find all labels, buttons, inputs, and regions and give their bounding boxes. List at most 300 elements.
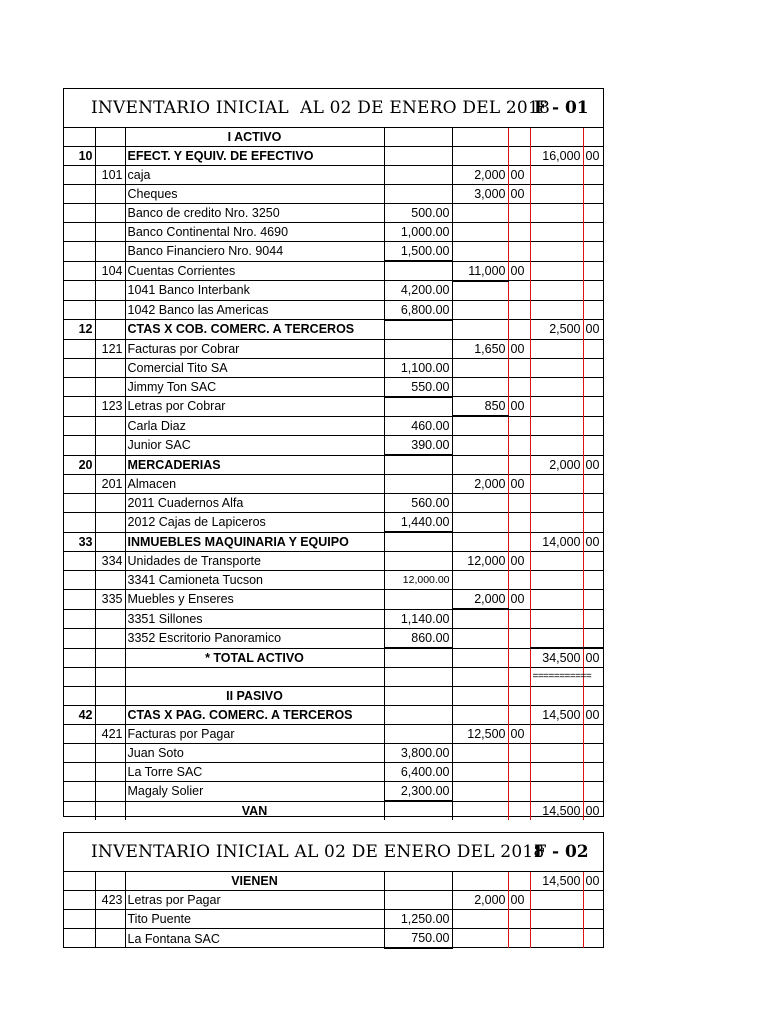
- account-code-cell: [64, 552, 95, 571]
- total-cents-cell: [583, 744, 603, 763]
- partial-cents-cell: 00: [508, 725, 530, 744]
- table-row: [64, 668, 603, 687]
- description-cell: 3352 Escritorio Panoramico: [125, 629, 384, 649]
- description-cell: INMUEBLES MAQUINARIA Y EQUIPO: [125, 532, 384, 552]
- total-amount-cell: [530, 552, 583, 571]
- partial-amount-cell: [452, 358, 508, 377]
- partial-amount-cell: [452, 416, 508, 436]
- account-code-cell: [64, 629, 95, 649]
- partial-amount-cell: [452, 910, 508, 929]
- total-amount-cell: [530, 261, 583, 281]
- total-cents-cell: 00: [583, 532, 603, 552]
- total-cents-cell: [583, 185, 603, 204]
- account-code-cell: 10: [64, 147, 95, 166]
- total-cents-cell: 00: [583, 872, 603, 891]
- total-amount-cell: 16,000: [530, 147, 583, 166]
- table-row: [64, 782, 603, 802]
- partial-amount-cell: [452, 281, 508, 301]
- account-code-cell: 12: [64, 320, 95, 340]
- total-cents-cell: [583, 339, 603, 358]
- total-cents-cell: [583, 571, 603, 590]
- account-code-cell: [64, 687, 95, 706]
- account-code-cell: [64, 475, 95, 494]
- total-cents-cell: 00: [583, 648, 603, 668]
- partial-cents-cell: [508, 532, 530, 552]
- description-cell: 1042 Banco las Americas: [125, 300, 384, 320]
- partial-cents-cell: [508, 782, 530, 802]
- detail-amount-cell: 6,400.00: [384, 763, 452, 782]
- table-row: [64, 300, 603, 320]
- partial-cents-cell: [508, 706, 530, 725]
- subaccount-code-cell: 123: [95, 397, 125, 417]
- account-code-cell: [64, 242, 95, 262]
- partial-amount-cell: 11,000: [452, 261, 508, 281]
- description-cell: caja: [125, 166, 384, 185]
- total-amount-cell: [530, 223, 583, 242]
- table-row: [64, 571, 603, 590]
- total-amount-cell: 2,500: [530, 320, 583, 340]
- partial-cents-cell: [508, 242, 530, 262]
- account-code-cell: [64, 763, 95, 782]
- table-row: [64, 801, 603, 820]
- subaccount-code-cell: 104: [95, 261, 125, 281]
- description-cell: Tito Puente: [125, 910, 384, 929]
- detail-amount-cell: [384, 668, 452, 687]
- partial-amount-cell: [452, 763, 508, 782]
- total-amount-cell: [530, 397, 583, 417]
- total-amount-cell: [530, 475, 583, 494]
- total-cents-cell: [583, 475, 603, 494]
- description-cell: I ACTIVO: [125, 128, 384, 147]
- total-amount-cell: [530, 629, 583, 649]
- total-cents-cell: 00: [583, 320, 603, 340]
- table-row: [64, 648, 603, 668]
- detail-amount-cell: [384, 397, 452, 417]
- description-cell: Juan Soto: [125, 744, 384, 763]
- partial-cents-cell: [508, 281, 530, 301]
- account-code-cell: [64, 910, 95, 929]
- subaccount-code-cell: [95, 706, 125, 725]
- detail-amount-cell: 390.00: [384, 436, 452, 456]
- partial-amount-cell: [452, 494, 508, 513]
- description-cell: 3341 Camioneta Tucson: [125, 571, 384, 590]
- detail-amount-cell: [384, 552, 452, 571]
- subaccount-code-cell: [95, 687, 125, 706]
- table-row: [64, 744, 603, 763]
- partial-cents-cell: 00: [508, 552, 530, 571]
- subaccount-code-cell: [95, 648, 125, 668]
- subaccount-code-cell: [95, 455, 125, 475]
- partial-amount-cell: [452, 872, 508, 891]
- partial-amount-cell: [452, 147, 508, 166]
- subaccount-code-cell: 121: [95, 339, 125, 358]
- subaccount-code-cell: 101: [95, 166, 125, 185]
- detail-amount-cell: [384, 706, 452, 725]
- partial-cents-cell: [508, 204, 530, 223]
- partial-amount-cell: [452, 801, 508, 820]
- subaccount-code-cell: [95, 436, 125, 456]
- account-code-cell: [64, 128, 95, 147]
- account-code-cell: [64, 261, 95, 281]
- partial-cents-cell: [508, 358, 530, 377]
- partial-amount-cell: [452, 706, 508, 725]
- description-cell: 3351 Sillones: [125, 609, 384, 629]
- account-code-cell: [64, 166, 95, 185]
- subaccount-code-cell: [95, 629, 125, 649]
- description-cell: Comercial Tito SA: [125, 358, 384, 377]
- partial-amount-cell: 2,000: [452, 166, 508, 185]
- subaccount-code-cell: [95, 668, 125, 687]
- partial-cents-cell: [508, 910, 530, 929]
- partial-amount-cell: [452, 204, 508, 223]
- total-amount-cell: [530, 513, 583, 533]
- subaccount-code-cell: [95, 281, 125, 301]
- account-code-cell: [64, 801, 95, 820]
- total-amount-cell: [530, 339, 583, 358]
- account-code-cell: [64, 223, 95, 242]
- partial-cents-cell: [508, 687, 530, 706]
- partial-amount-cell: [452, 242, 508, 262]
- table-row: [64, 910, 603, 929]
- description-cell: * TOTAL ACTIVO: [125, 648, 384, 668]
- table-row: [64, 185, 603, 204]
- subaccount-code-cell: 335: [95, 590, 125, 610]
- description-cell: 2012 Cajas de Lapiceros: [125, 513, 384, 533]
- table-row: [64, 552, 603, 571]
- partial-amount-cell: 12,000: [452, 552, 508, 571]
- total-cents-cell: [583, 223, 603, 242]
- table-row: [64, 629, 603, 649]
- subaccount-code-cell: [95, 763, 125, 782]
- partial-amount-cell: 2,000: [452, 475, 508, 494]
- subaccount-code-cell: [95, 320, 125, 340]
- table-row: [64, 494, 603, 513]
- total-amount-cell: 14,000: [530, 532, 583, 552]
- table-row: [64, 590, 603, 610]
- total-amount-cell: 14,500: [530, 872, 583, 891]
- table-row: [64, 475, 603, 494]
- subaccount-code-cell: 334: [95, 552, 125, 571]
- partial-cents-cell: [508, 455, 530, 475]
- partial-amount-cell: [452, 532, 508, 552]
- account-code-cell: [64, 571, 95, 590]
- subaccount-code-cell: [95, 571, 125, 590]
- table-row: [64, 339, 603, 358]
- total-cents-cell: [583, 397, 603, 417]
- description-cell: La Fontana SAC: [125, 929, 384, 949]
- partial-amount-cell: [452, 687, 508, 706]
- table-row: [64, 242, 603, 262]
- subaccount-code-cell: [95, 782, 125, 802]
- description-cell: Carla Diaz: [125, 416, 384, 436]
- subaccount-code-cell: [95, 128, 125, 147]
- total-amount-cell: [530, 242, 583, 262]
- total-cents-cell: 00: [583, 801, 603, 820]
- account-code-cell: 20: [64, 455, 95, 475]
- total-cents-cell: [583, 725, 603, 744]
- total-cents-cell: [583, 300, 603, 320]
- description-cell: Cheques: [125, 185, 384, 204]
- partial-cents-cell: 00: [508, 475, 530, 494]
- sheet-title: INVENTARIO INICIAL AL 02 DE ENERO DEL 2018: [91, 98, 550, 118]
- detail-amount-cell: [384, 891, 452, 910]
- description-cell: 1041 Banco Interbank: [125, 281, 384, 301]
- subaccount-code-cell: 421: [95, 725, 125, 744]
- detail-amount-cell: 4,200.00: [384, 281, 452, 301]
- table-row: [64, 609, 603, 629]
- description-cell: Cuentas Corrientes: [125, 261, 384, 281]
- table-row: [64, 929, 603, 949]
- table-row: [64, 320, 603, 340]
- partial-cents-cell: 00: [508, 891, 530, 910]
- total-cents-cell: [583, 358, 603, 377]
- partial-cents-cell: [508, 744, 530, 763]
- folio-number: F - 02: [534, 842, 589, 862]
- subaccount-code-cell: [95, 929, 125, 949]
- account-code-cell: [64, 590, 95, 610]
- total-amount-cell: [530, 128, 583, 147]
- partial-amount-cell: 850: [452, 397, 508, 417]
- detail-amount-cell: [384, 455, 452, 475]
- detail-amount-cell: 1,440.00: [384, 513, 452, 533]
- account-code-cell: [64, 416, 95, 436]
- partial-amount-cell: [452, 320, 508, 340]
- total-cents-cell: [583, 281, 603, 301]
- account-code-cell: [64, 929, 95, 949]
- account-code-cell: [64, 185, 95, 204]
- sheet-header: [64, 89, 603, 128]
- detail-amount-cell: 6,800.00: [384, 300, 452, 320]
- partial-cents-cell: [508, 147, 530, 166]
- subaccount-code-cell: [95, 358, 125, 377]
- account-code-cell: 33: [64, 532, 95, 552]
- detail-amount-cell: 860.00: [384, 629, 452, 649]
- detail-amount-cell: [384, 166, 452, 185]
- detail-amount-cell: [384, 128, 452, 147]
- total-amount-cell: [530, 910, 583, 929]
- account-code-cell: [64, 872, 95, 891]
- partial-amount-cell: [452, 128, 508, 147]
- partial-cents-cell: 00: [508, 261, 530, 281]
- total-cents-cell: 00: [583, 455, 603, 475]
- inventory-sheet-2: [63, 832, 604, 948]
- subaccount-code-cell: [95, 223, 125, 242]
- total-cents-cell: [583, 513, 603, 533]
- description-cell: Facturas por Cobrar: [125, 339, 384, 358]
- detail-amount-cell: [384, 872, 452, 891]
- description-cell: Letras por Pagar: [125, 891, 384, 910]
- total-cents-cell: [583, 494, 603, 513]
- subaccount-code-cell: [95, 532, 125, 552]
- subaccount-code-cell: [95, 377, 125, 397]
- partial-cents-cell: [508, 128, 530, 147]
- total-cents-cell: [583, 377, 603, 397]
- total-amount-cell: ===========: [530, 668, 583, 687]
- description-cell: VAN: [125, 801, 384, 820]
- partial-cents-cell: [508, 668, 530, 687]
- description-cell: Junior SAC: [125, 436, 384, 456]
- table-row: [64, 436, 603, 456]
- detail-amount-cell: [384, 801, 452, 820]
- description-cell: [125, 668, 384, 687]
- table-row: [64, 455, 603, 475]
- detail-amount-cell: 550.00: [384, 377, 452, 397]
- table-row: [64, 416, 603, 436]
- folio-number: F - 01: [534, 98, 589, 118]
- account-code-cell: [64, 648, 95, 668]
- total-cents-cell: [583, 552, 603, 571]
- total-amount-cell: [530, 416, 583, 436]
- partial-amount-cell: [452, 300, 508, 320]
- description-cell: Almacen: [125, 475, 384, 494]
- total-amount-cell: 34,500: [530, 648, 583, 668]
- subaccount-code-cell: [95, 204, 125, 223]
- detail-amount-cell: 3,800.00: [384, 744, 452, 763]
- description-cell: 2011 Cuadernos Alfa: [125, 494, 384, 513]
- table-row: [64, 261, 603, 281]
- description-cell: Magaly Solier: [125, 782, 384, 802]
- partial-cents-cell: [508, 320, 530, 340]
- partial-cents-cell: [508, 609, 530, 629]
- partial-cents-cell: 00: [508, 185, 530, 204]
- subaccount-code-cell: [95, 609, 125, 629]
- account-code-cell: [64, 436, 95, 456]
- account-code-cell: [64, 609, 95, 629]
- total-cents-cell: [583, 242, 603, 262]
- detail-amount-cell: 1,500.00: [384, 242, 452, 262]
- subaccount-code-cell: [95, 147, 125, 166]
- total-amount-cell: 14,500: [530, 801, 583, 820]
- partial-cents-cell: [508, 513, 530, 533]
- partial-amount-cell: 2,000: [452, 891, 508, 910]
- description-cell: CTAS X COB. COMERC. A TERCEROS: [125, 320, 384, 340]
- subaccount-code-cell: [95, 416, 125, 436]
- subaccount-code-cell: [95, 513, 125, 533]
- total-amount-cell: [530, 725, 583, 744]
- detail-amount-cell: [384, 590, 452, 610]
- detail-amount-cell: 1,000.00: [384, 223, 452, 242]
- total-cents-cell: 00: [583, 147, 603, 166]
- description-cell: VIENEN: [125, 872, 384, 891]
- partial-amount-cell: [452, 782, 508, 802]
- total-amount-cell: [530, 687, 583, 706]
- partial-amount-cell: [452, 668, 508, 687]
- partial-amount-cell: [452, 455, 508, 475]
- detail-amount-cell: 750.00: [384, 929, 452, 949]
- inventory-sheet-1: [63, 88, 604, 817]
- total-amount-cell: [530, 166, 583, 185]
- account-code-cell: [64, 300, 95, 320]
- table-row: [64, 513, 603, 533]
- account-code-cell: [64, 744, 95, 763]
- total-cents-cell: [583, 910, 603, 929]
- detail-amount-cell: 560.00: [384, 494, 452, 513]
- detail-amount-cell: 1,250.00: [384, 910, 452, 929]
- detail-amount-cell: [384, 147, 452, 166]
- partial-amount-cell: [452, 513, 508, 533]
- table-row: [64, 358, 603, 377]
- account-code-cell: [64, 397, 95, 417]
- total-cents-cell: [583, 763, 603, 782]
- partial-amount-cell: [452, 929, 508, 949]
- account-code-cell: [64, 377, 95, 397]
- table-row: [64, 281, 603, 301]
- partial-cents-cell: 00: [508, 590, 530, 610]
- account-code-cell: [64, 513, 95, 533]
- partial-amount-cell: [452, 436, 508, 456]
- partial-cents-cell: 00: [508, 397, 530, 417]
- table-row: [64, 763, 603, 782]
- detail-amount-cell: [384, 320, 452, 340]
- partial-amount-cell: [452, 648, 508, 668]
- partial-cents-cell: [508, 377, 530, 397]
- total-cents-cell: [583, 609, 603, 629]
- partial-cents-cell: [508, 929, 530, 949]
- total-cents-cell: [583, 128, 603, 147]
- detail-amount-cell: 12,000.00: [384, 571, 452, 590]
- description-cell: MERCADERIAS: [125, 455, 384, 475]
- table-row: [64, 397, 603, 417]
- description-cell: II PASIVO: [125, 687, 384, 706]
- detail-amount-cell: 1,100.00: [384, 358, 452, 377]
- account-code-cell: [64, 204, 95, 223]
- total-cents-cell: [583, 436, 603, 456]
- total-amount-cell: [530, 281, 583, 301]
- total-amount-cell: [530, 590, 583, 610]
- total-amount-cell: [530, 494, 583, 513]
- account-code-cell: [64, 782, 95, 802]
- table-row: [64, 204, 603, 223]
- description-cell: Unidades de Transporte: [125, 552, 384, 571]
- subaccount-code-cell: [95, 872, 125, 891]
- account-code-cell: [64, 668, 95, 687]
- partial-cents-cell: 00: [508, 339, 530, 358]
- total-amount-cell: [530, 571, 583, 590]
- sheet-title: INVENTARIO INICIAL AL 02 DE ENERO DEL 2018: [91, 842, 545, 862]
- partial-cents-cell: [508, 648, 530, 668]
- total-cents-cell: [583, 261, 603, 281]
- partial-amount-cell: [452, 629, 508, 649]
- description-cell: Jimmy Ton SAC: [125, 377, 384, 397]
- subaccount-code-cell: [95, 300, 125, 320]
- total-amount-cell: [530, 185, 583, 204]
- subaccount-code-cell: [95, 185, 125, 204]
- subaccount-code-cell: 423: [95, 891, 125, 910]
- total-amount-cell: [530, 763, 583, 782]
- total-cents-cell: [583, 629, 603, 649]
- total-cents-cell: [583, 590, 603, 610]
- partial-amount-cell: [452, 571, 508, 590]
- table-row: [64, 725, 603, 744]
- partial-cents-cell: [508, 801, 530, 820]
- detail-amount-cell: [384, 687, 452, 706]
- table-row: [64, 532, 603, 552]
- partial-amount-cell: [452, 609, 508, 629]
- detail-amount-cell: [384, 261, 452, 281]
- partial-cents-cell: [508, 872, 530, 891]
- partial-amount-cell: 12,500: [452, 725, 508, 744]
- table-row: [64, 166, 603, 185]
- subaccount-code-cell: [95, 494, 125, 513]
- partial-amount-cell: 3,000: [452, 185, 508, 204]
- account-code-cell: 42: [64, 706, 95, 725]
- partial-cents-cell: [508, 436, 530, 456]
- subaccount-code-cell: [95, 801, 125, 820]
- detail-amount-cell: 1,140.00: [384, 609, 452, 629]
- partial-amount-cell: [452, 377, 508, 397]
- total-cents-cell: [583, 891, 603, 910]
- partial-amount-cell: 1,650: [452, 339, 508, 358]
